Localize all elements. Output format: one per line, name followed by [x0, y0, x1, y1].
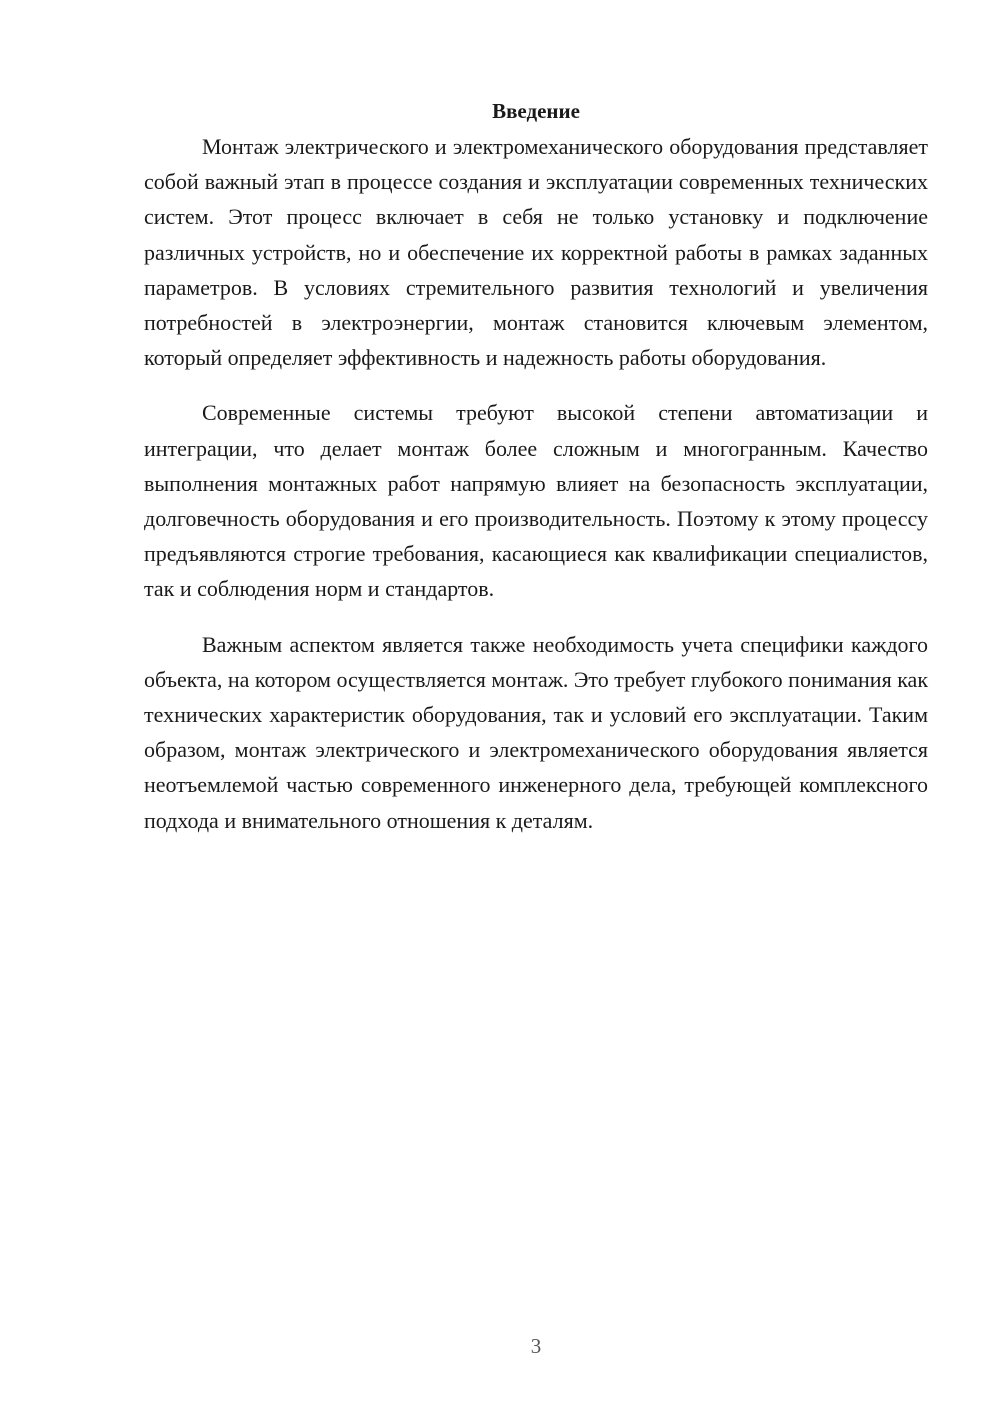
paragraph-1: Монтаж электрического и электромеханического оборудования представляет собой важный этап в процессе создания и эксплуатации современных технических систем. Этот процесс включает в себя не только установку и подключение различных устройств, но и обеспечение их корректной работы в рамках заданных параметров. В условиях стремительного развития технологий и увеличения потребностей в электроэнергии, монтаж становится ключевым элементом, который определяет эффективность и надежность работы оборудования. [144, 134, 928, 371]
page-content [144, 94, 928, 838]
paragraph-3: Важным аспектом является также необходимость учета специфики каждого объекта, на котором осуществляется монтаж. Это требует глубокого понимания как технических характеристик оборудования, так и условий его эксплуатации. Таким образом, монтаж электрического и электромеханического оборудования является неотъемлемой частью современного инженерного дела, требующей комплексного подхода и внимательного отношения к деталям. [144, 631, 929, 833]
paragraph-2: Современные системы требуют высокой степени автоматизации и интеграции, что делает монтаж более сложным и многогранным. Качество выполнения монтажных работ напрямую влияет на безопасность эксплуатации, долговечность оборудования и его производительность. Поэтому к этому процессу предъявляются строгие требования, касающиеся как квалификации специалистов, так и соблюдения норм и стандартов. [144, 400, 928, 602]
section-heading: Введение [492, 99, 580, 123]
page-number: 3 [530, 1334, 542, 1358]
